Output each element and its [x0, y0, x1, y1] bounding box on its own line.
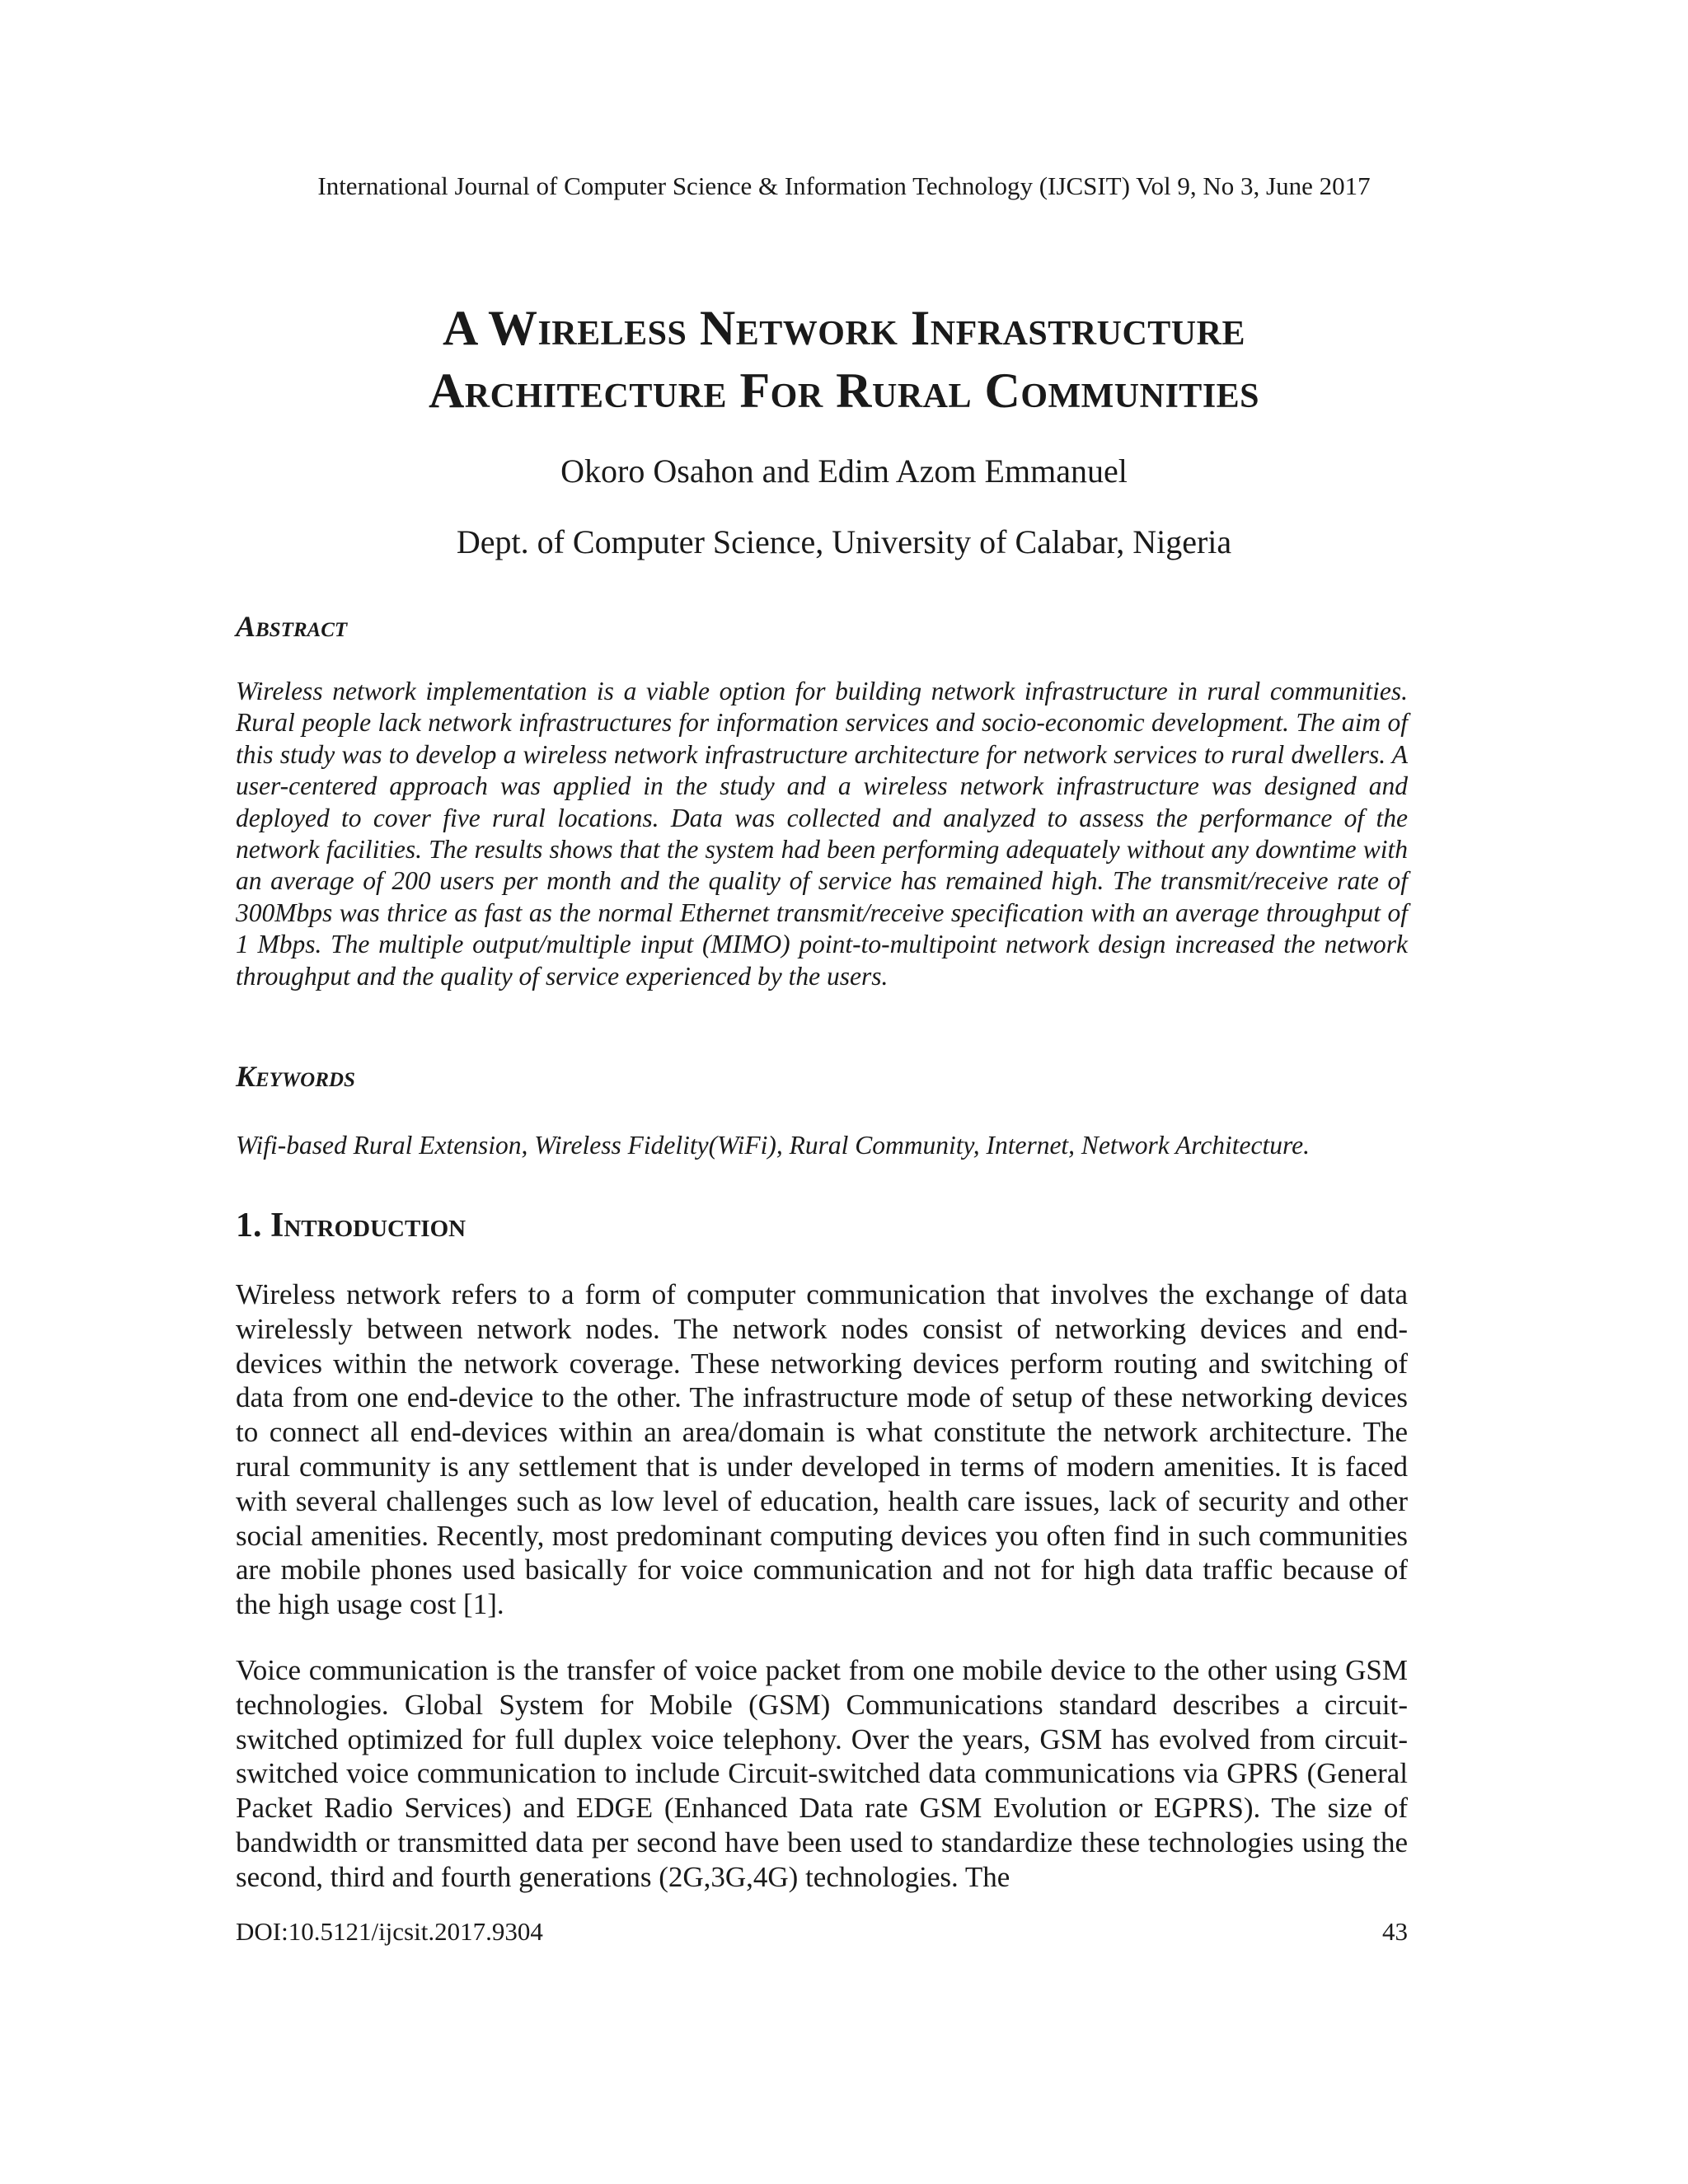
affiliation: Dept. of Computer Science, University of Calabar, Nigeria [456, 523, 1232, 560]
paper-title [0, 297, 1688, 422]
paper-title-line-2: Architecture For Rural Communities [428, 363, 1260, 418]
introduction-paragraph-2: Voice communication is the transfer of voice packet from one mobile device to the other using GSM technologies. Global System for Mobile (GSM) Communications standard describes a circuit-switched optimized for full duplex voice telephony. Over the years, GSM has evolved from circuit-switched voice communication to include Circuit-switched data communications via GPRS (General Packet Radio Services) and EDGE (Enhanced Data rate GSM Evolution or EGPRS). The size of bandwidth or transmitted data per second have been used to standardize these technologies using the second, third and fourth generations (2G,3G,4G) technologies. The [236, 1654, 1408, 1893]
running-header: International Journal of Computer Science & Information Technology (IJCSIT) Vol 9, No 3, June 2017 [317, 171, 1371, 200]
introduction-heading: 1. Introduction [236, 1207, 467, 1244]
abstract-heading: Abstract [236, 610, 348, 643]
footer-doi: DOI:10.5121/ijcsit.2017.9304 [236, 1917, 543, 1946]
footer-page-number: 43 [1382, 1917, 1408, 1946]
abstract-text: Wireless network implementation is a viable option for building network infrastructure in rural communities. Rural people lack network infrastructures for information services and socio-economic development. The aim of this study was to develop a wireless network infrastructure architecture for network services to rural dwellers. A user-centered approach was applied in the study and a wireless network infrastructure was designed and deployed to cover five rural locations. Data was collected and analyzed to assess the performance of the network facilities. The results shows that the system had been performing adequately without any downtime with an average of 200 users per month and the quality of service has remained high. The transmit/receive rate of 300Mbps was thrice as fast as the normal Ethernet transmit/receive specification with an average throughput of 1 Mbps. The multiple output/multiple input (MIMO) point-to-multipoint network design increased the network throughput and the quality of service experienced by the users. [236, 677, 1408, 991]
keywords-heading: Keywords [236, 1060, 355, 1093]
authors: Okoro Osahon and Edim Azom Emmanuel [560, 452, 1128, 490]
paper-title-line-1: A Wireless Network Infrastructure [443, 301, 1245, 355]
keywords-text: Wifi-based Rural Extension, Wireless Fidelity(WiFi), Rural Community, Internet, Network Architecture. [236, 1131, 1310, 1160]
introduction-paragraph-1: Wireless network refers to a form of computer communication that involves the exchange of data wirelessly between network nodes. The network nodes consist of networking devices and end-devices within the network coverage. These networking devices perform routing and switching of data from one end-device to the other. The infrastructure mode of setup of these networking devices to connect all end-devices within an area/domain is what constitute the network architecture. The rural community is any settlement that is under developed in terms of modern amenities. It is faced with several challenges such as low level of education, health care issues, lack of security and other social amenities. Recently, most predominant computing devices you often find in such communities are mobile phones used basically for voice communication and not for high data traffic because of the high usage cost [1]. [236, 1278, 1408, 1621]
